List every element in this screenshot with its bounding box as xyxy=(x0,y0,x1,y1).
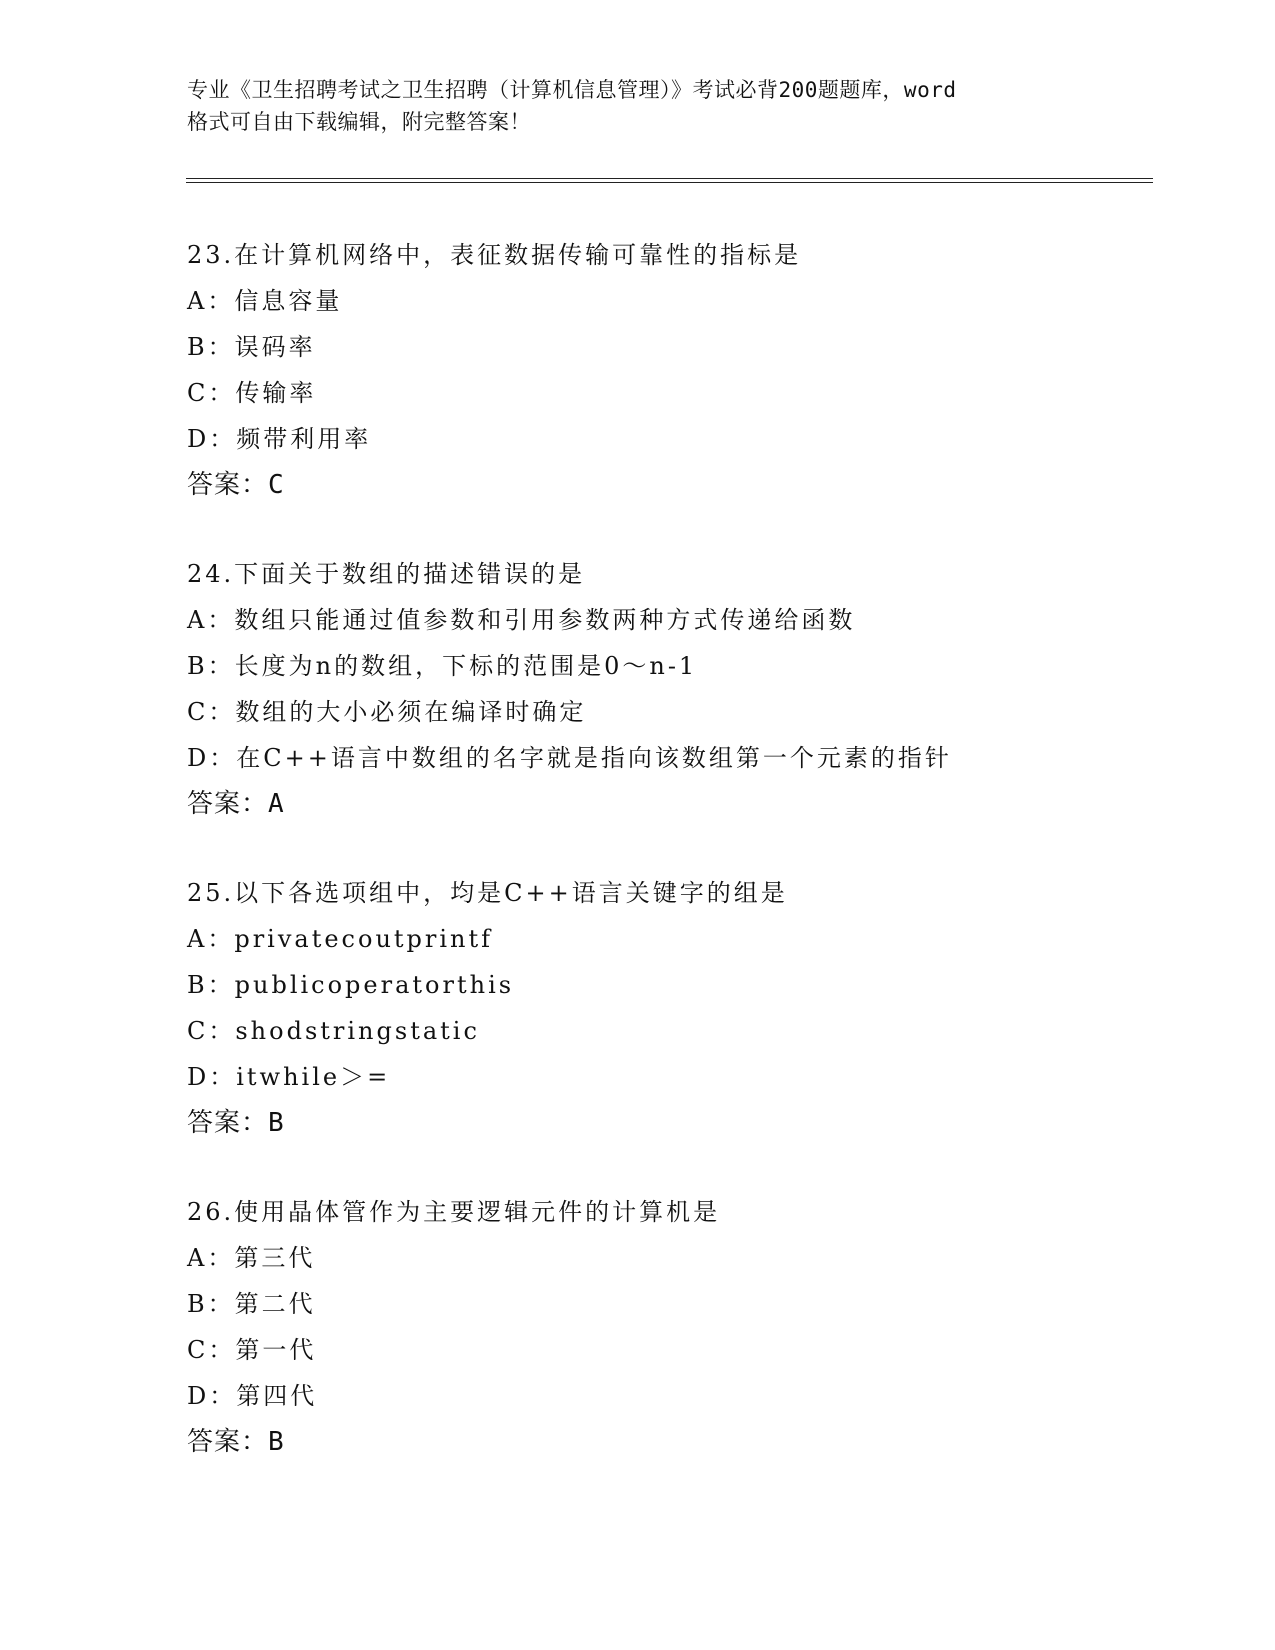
option-c: C：数组的大小必须在编译时确定 xyxy=(187,698,587,726)
header-line-1: 专业《卫生招聘考试之卫生招聘（计算机信息管理）》考试必背200题题库，word xyxy=(187,78,957,102)
question-stem: 26.使用晶体管作为主要逻辑元件的计算机是 xyxy=(187,1198,721,1226)
answer-line: 答案：B xyxy=(187,1427,285,1457)
header-divider-bottom xyxy=(186,182,1153,183)
option-a: A：privatecoutprintf xyxy=(187,925,494,953)
option-b: B：第二代 xyxy=(187,1290,316,1318)
question-stem: 25.以下各选项组中，均是C++语言关键字的组是 xyxy=(187,879,788,907)
option-c: C：第一代 xyxy=(187,1336,317,1364)
option-b: B：长度为n的数组，下标的范围是0～n-1 xyxy=(187,652,698,680)
header-line-2: 格式可自由下载编辑，附完整答案！ xyxy=(187,110,531,134)
option-c: C：shodstringstatic xyxy=(187,1017,480,1045)
option-d: D：在C++语言中数组的名字就是指向该数组第一个元素的指针 xyxy=(187,744,952,772)
option-c: C：传输率 xyxy=(187,379,317,407)
question-stem: 24.下面关于数组的描述错误的是 xyxy=(187,560,586,588)
option-a: A：数组只能通过值参数和引用参数两种方式传递给函数 xyxy=(187,606,856,634)
document-header xyxy=(187,74,1087,138)
question-block xyxy=(187,1189,1187,1465)
option-d: D：第四代 xyxy=(187,1382,318,1410)
option-b: B：误码率 xyxy=(187,333,316,361)
option-d: D：itwhile＞= xyxy=(187,1063,391,1091)
answer-line: 答案：B xyxy=(187,1108,285,1138)
option-a: A：第三代 xyxy=(187,1244,316,1272)
question-block xyxy=(187,232,1187,508)
answer-line: 答案：A xyxy=(187,789,285,819)
option-a: A：信息容量 xyxy=(187,287,343,315)
header-divider-top xyxy=(186,178,1153,179)
question-block xyxy=(187,551,1187,827)
answer-line: 答案：C xyxy=(187,470,285,500)
option-b: B：publicoperatorthis xyxy=(187,971,515,999)
option-d: D：频带利用率 xyxy=(187,425,372,453)
question-block xyxy=(187,870,1187,1146)
question-stem: 23.在计算机网络中，表征数据传输可靠性的指标是 xyxy=(187,241,802,269)
